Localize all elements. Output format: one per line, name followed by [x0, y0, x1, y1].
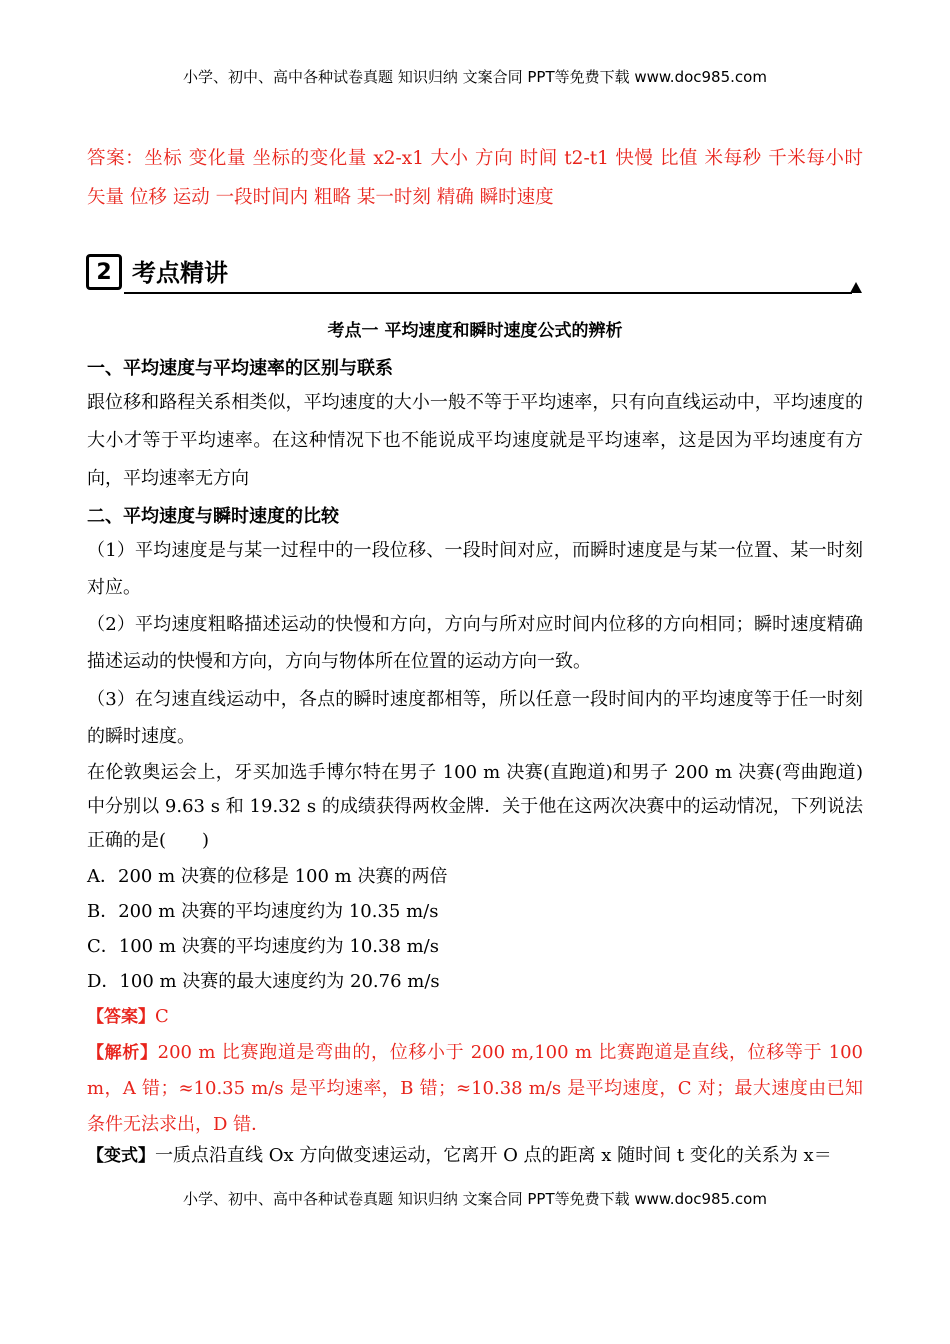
part2-item-3: （3）在匀速直线运动中，各点的瞬时速度都相等，所以任意一段时间内的平均速度等于任一时刻的瞬时速度。	[87, 689, 863, 747]
answer-line	[87, 1000, 863, 1034]
part2-heading: 二、平均速度与瞬时速度的比较	[87, 506, 339, 527]
option-b: B．200 m 决赛的平均速度约为 10.35 m/s	[87, 901, 439, 922]
section-heading	[86, 254, 862, 294]
triangle-marker-icon	[850, 282, 862, 293]
question-stem: 在伦敦奥运会上，牙买加选手博尔特在男子 100 m 决赛(直跑道)和男子 200 m 决赛(弯曲跑道)中分别以 9.63 s 和 19.32 s 的成绩获得两枚金牌．关于他在这两次决赛中的运动情况，下列说法正确的是( )	[87, 762, 863, 851]
option-a: A．200 m 决赛的位移是 100 m 决赛的两倍	[87, 866, 448, 887]
analysis-block	[87, 1035, 863, 1143]
part1-body: 跟位移和路程关系相类似，平均速度的大小一般不等于平均速率，只有向直线运动中，平均速度的大小才等于平均速率。在这种情况下也不能说成平均速度就是平均速率，这是因为平均速度有方向，平均速率无方向	[87, 392, 863, 489]
variant-text: 一质点沿直线 Ox 方向做变速运动，它离开 O 点的距离 x 随时间 t 变化的关系为 x＝	[155, 1145, 832, 1166]
topic-title: 考点一 平均速度和瞬时速度公式的辨析	[327, 321, 623, 341]
section-number-badge: 2	[86, 254, 122, 290]
answer-summary: 答案：坐标 变化量 坐标的变化量 x2-x1 大小 方向 时间 t2-t1 快慢 比值 米每秒 千米每小时 矢量 位移 运动 一段时间内 粗略 某一时刻 精确 瞬时速度	[87, 148, 863, 208]
analysis-text: 200 m 比赛跑道是弯曲的，位移小于 200 m,100 m 比赛跑道是直线，位移等于 100 m，A 错；≈10.35 m/s 是平均速率，B 错；≈10.38 m/s 是平均速度，C 对；最大速度由已知条件无法求出，D 错．	[87, 1042, 863, 1135]
section-title: 考点精讲	[132, 259, 228, 287]
answer-value: C	[155, 1006, 169, 1027]
section-underline	[124, 292, 852, 294]
option-d: D．100 m 决赛的最大速度约为 20.76 m/s	[87, 971, 440, 992]
answer-label: 【答案】	[87, 1007, 155, 1027]
part2-item-2: （2）平均速度粗略描述运动的快慢和方向，方向与所对应时间内位移的方向相同；瞬时速度精确描述运动的快慢和方向，方向与物体所在位置的运动方向一致。	[87, 614, 863, 672]
part1-heading: 一、平均速度与平均速率的区别与联系	[87, 358, 393, 379]
part2-item-1: （1）平均速度是与某一过程中的一段位移、一段时间对应，而瞬时速度是与某一位置、某一时刻对应。	[87, 540, 863, 598]
option-c: C．100 m 决赛的平均速度约为 10.38 m/s	[87, 936, 439, 957]
page-header: 小学、初中、高中各种试卷真题 知识归纳 文案合同 PPT等免费下载 www.doc985.com	[183, 68, 767, 86]
variant-line	[87, 1139, 863, 1173]
variant-label: 【变式】	[87, 1146, 155, 1166]
analysis-label: 【解析】	[87, 1043, 158, 1063]
page-footer: 小学、初中、高中各种试卷真题 知识归纳 文案合同 PPT等免费下载 www.doc985.com	[183, 1190, 767, 1208]
